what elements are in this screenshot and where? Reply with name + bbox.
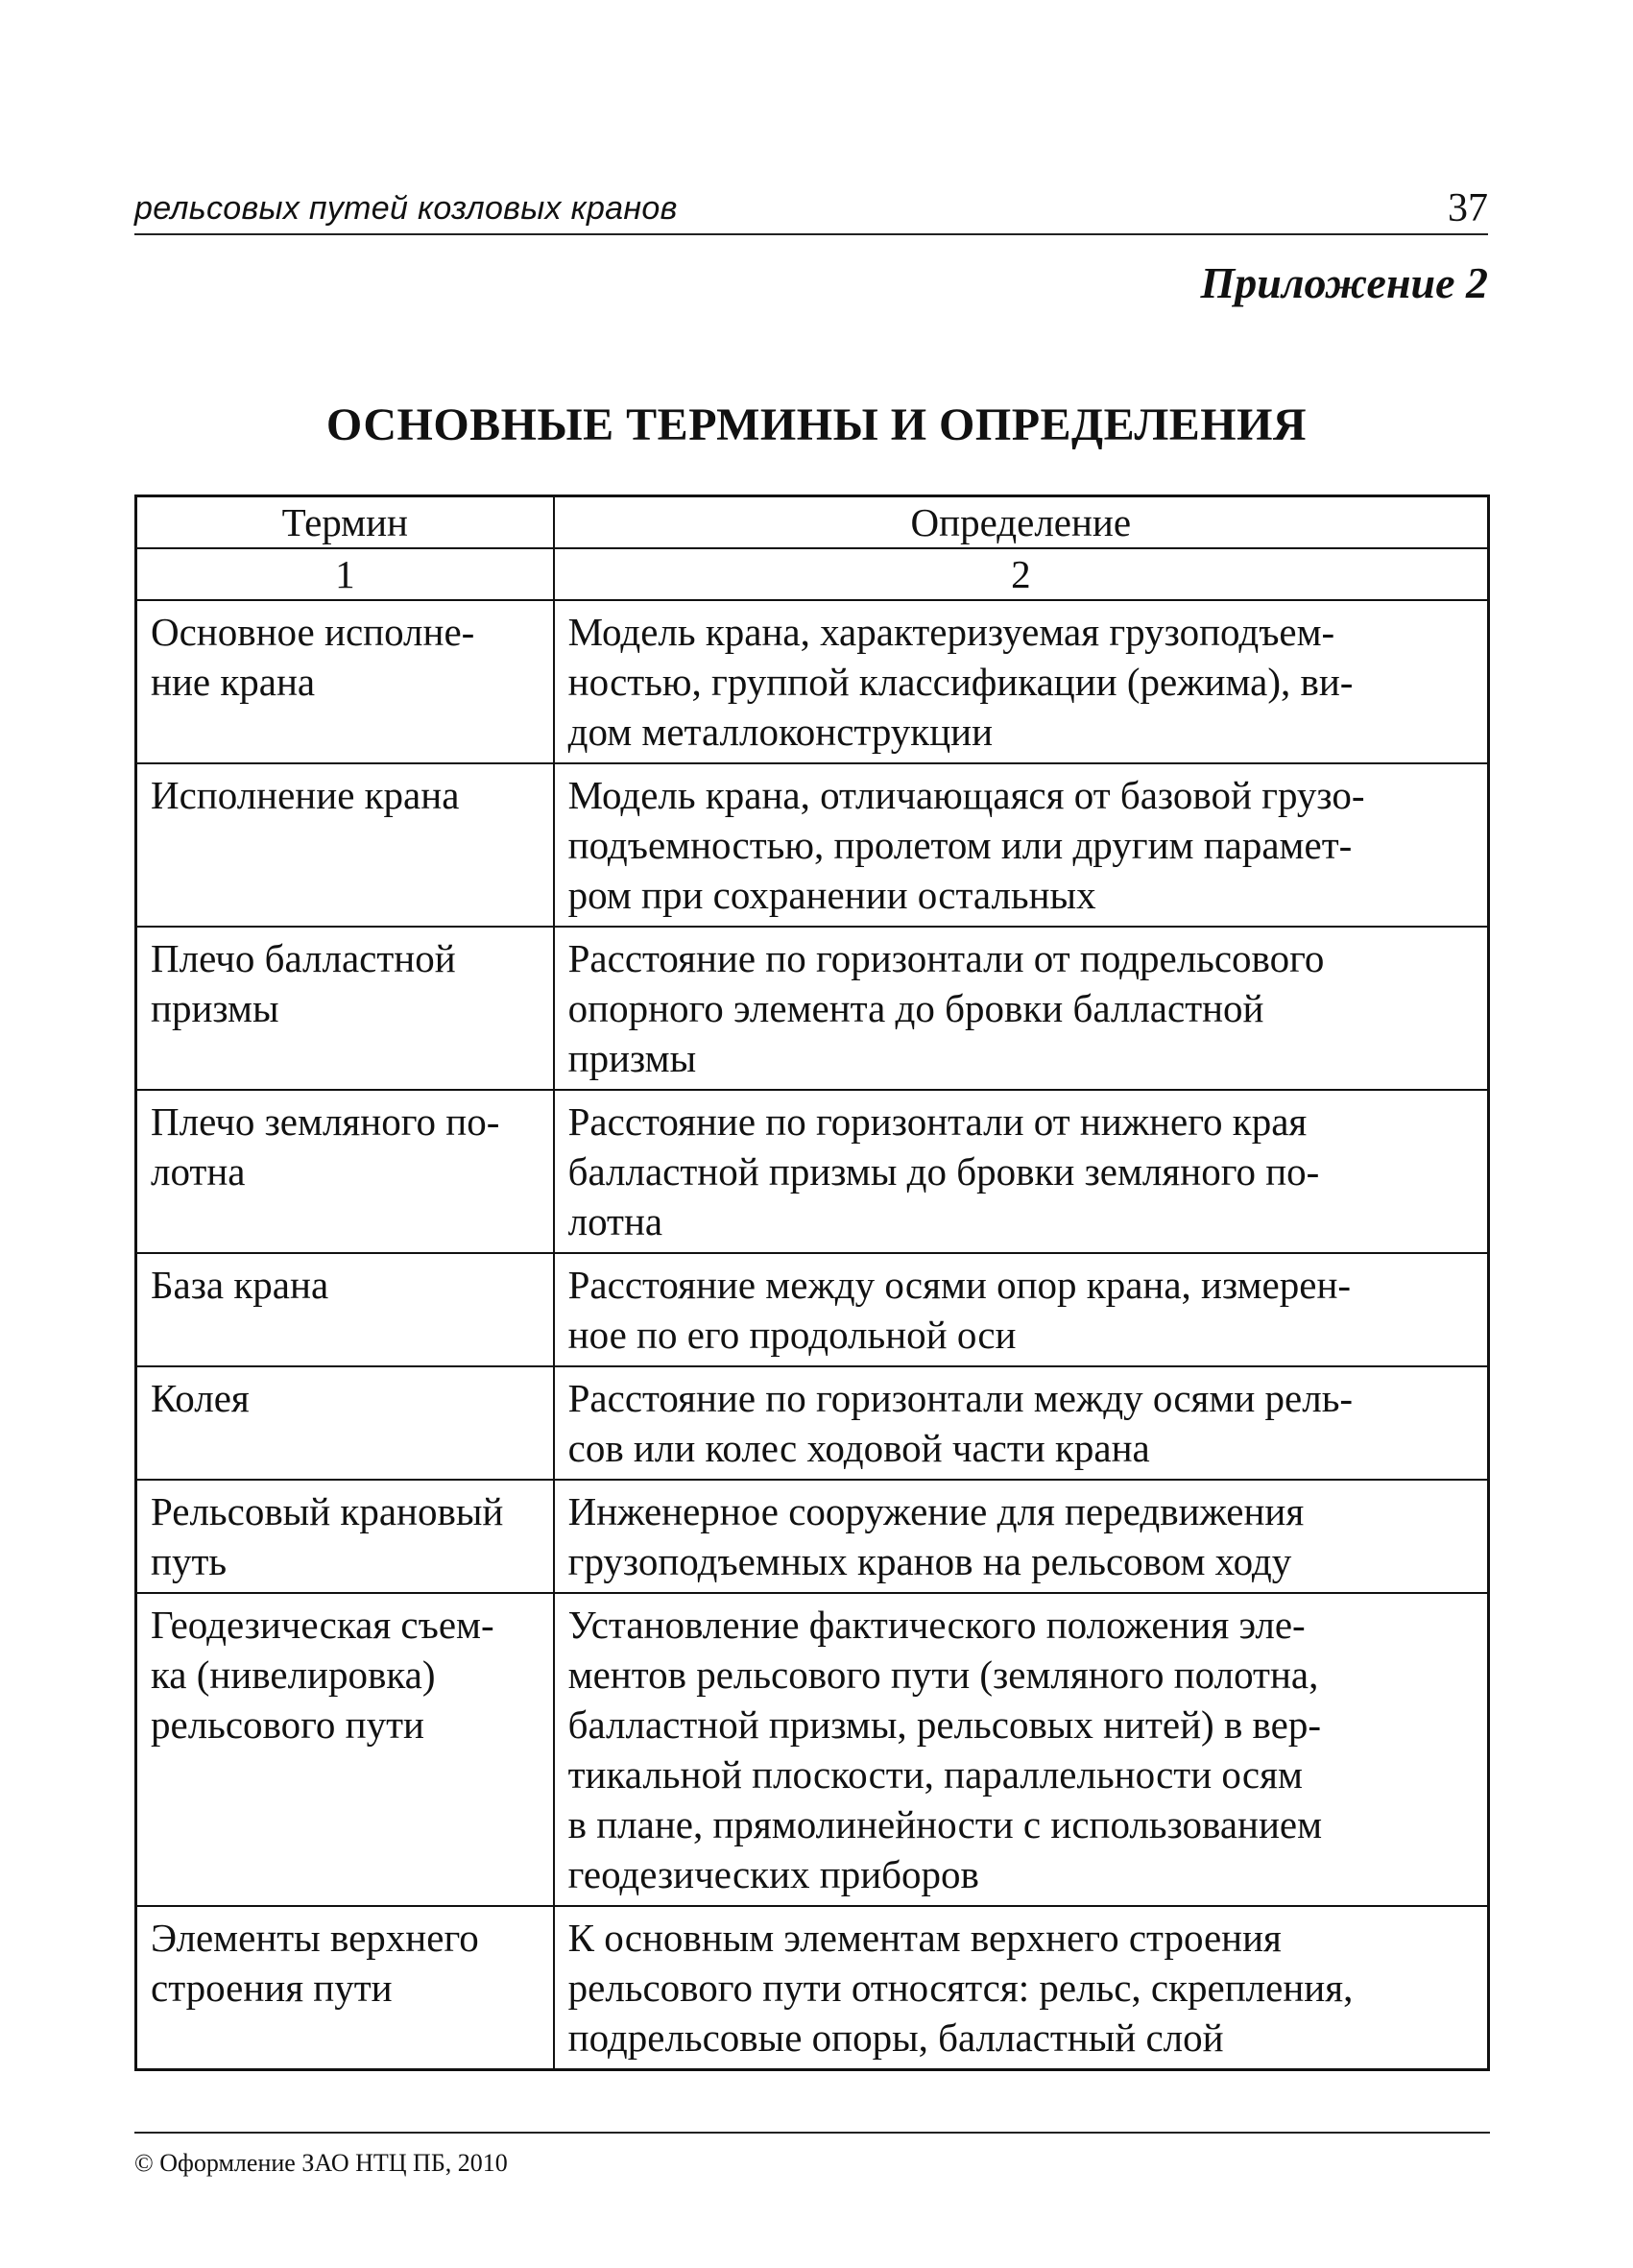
definition-line: Установление фактического положения эле- xyxy=(567,1603,1306,1647)
definition-cell xyxy=(554,1906,1489,2070)
definition-cell xyxy=(554,927,1489,1090)
term-cell xyxy=(136,1480,554,1593)
term-cell xyxy=(136,600,554,763)
term-line: Плечо земляного по- xyxy=(151,1099,500,1144)
term-line: призмы xyxy=(151,986,279,1030)
definition-line: подрельсовые опоры, балластный слой xyxy=(567,2015,1224,2060)
term-line: Исполнение крана xyxy=(151,773,460,817)
table-row xyxy=(136,1253,1489,1366)
table-row xyxy=(136,1090,1489,1253)
term-line: Колея xyxy=(151,1376,250,1420)
page-number: 37 xyxy=(1448,186,1488,230)
definition-line: рельсового пути относятся: рельс, скрепления, xyxy=(567,1966,1354,2010)
footer xyxy=(134,2132,1490,2177)
definition-cell xyxy=(554,1090,1489,1253)
term-line: лотна xyxy=(151,1149,246,1194)
column-header-term: Термин xyxy=(136,496,554,549)
term-line: ние крана xyxy=(151,660,316,704)
term-line: Плечо балластной xyxy=(151,936,456,980)
definition-line: Расстояние по горизонтали от подрельсового xyxy=(567,936,1325,980)
term-cell xyxy=(136,763,554,927)
definition-line: балластной призмы до бровки земляного по- xyxy=(567,1149,1320,1194)
term-line: ка (нивелировка) xyxy=(151,1653,436,1697)
definition-line: лотна xyxy=(567,1199,663,1243)
table-row xyxy=(136,763,1489,927)
definition-line: геодезических приборов xyxy=(567,1852,979,1896)
column-number-2: 2 xyxy=(554,548,1489,600)
table-row xyxy=(136,1906,1489,2070)
page-title: ОСНОВНЫЕ ТЕРМИНЫ И ОПРЕДЕЛЕНИЯ xyxy=(325,399,1308,450)
running-title: рельсовых путей козловых кранов xyxy=(134,190,678,227)
term-cell xyxy=(136,1253,554,1366)
definition-line: тикальной плоскости, параллельности осям xyxy=(567,1752,1303,1797)
column-number-1: 1 xyxy=(136,548,554,600)
table-row xyxy=(136,927,1489,1090)
definition-cell xyxy=(554,1593,1489,1906)
term-line: База крана xyxy=(151,1263,329,1307)
table-row xyxy=(136,1593,1489,1906)
appendix-label: Приложение 2 xyxy=(1200,258,1488,307)
definition-line: подъемностью, пролетом или другим парамет- xyxy=(567,823,1353,867)
definition-line: ное по его продольной оси xyxy=(567,1313,1017,1357)
definition-line: дом металлоконструкции xyxy=(567,710,994,754)
definition-line: Инженерное сооружение для передвижения xyxy=(567,1489,1305,1533)
term-cell xyxy=(136,1366,554,1480)
definition-line: Модель крана, характеризуемая грузоподъем- xyxy=(567,610,1335,654)
definition-line: призмы xyxy=(567,1036,697,1080)
table-row xyxy=(136,600,1489,763)
definition-line: опорного элемента до бровки балластной xyxy=(567,986,1264,1030)
definition-cell xyxy=(554,763,1489,927)
term-cell xyxy=(136,1593,554,1906)
running-header xyxy=(134,178,1488,235)
copyright-text: © Оформление ЗАО НТЦ ПБ, 2010 xyxy=(134,2149,508,2177)
definition-line: ром при сохранении остальных xyxy=(567,873,1096,917)
column-header-definition: Определение xyxy=(554,496,1489,549)
term-cell xyxy=(136,927,554,1090)
definition-line: К основным элементам верхнего строения xyxy=(567,1916,1282,1960)
definition-cell xyxy=(554,1480,1489,1593)
definition-line: Расстояние между осями опор крана, измерен- xyxy=(567,1263,1352,1307)
term-line: строения пути xyxy=(151,1966,393,2010)
definition-line: сов или колес ходовой части крана xyxy=(567,1426,1150,1470)
term-line: Геодезическая съем- xyxy=(151,1603,494,1647)
table-header-row xyxy=(136,496,1489,549)
table-row xyxy=(136,1366,1489,1480)
term-line: Элементы верхнего xyxy=(151,1916,479,1960)
definition-line: грузоподъемных кранов на рельсовом ходу xyxy=(567,1539,1292,1583)
definition-line: Расстояние по горизонтали между осями рель- xyxy=(567,1376,1354,1420)
term-cell xyxy=(136,1906,554,2070)
term-cell xyxy=(136,1090,554,1253)
column-number-row xyxy=(136,548,1489,600)
definition-cell xyxy=(554,1366,1489,1480)
definition-line: в плане, прямолинейности с использованием xyxy=(567,1802,1323,1846)
definition-line: Модель крана, отличающаяся от базовой грузо- xyxy=(567,773,1365,817)
term-line: Рельсовый крановый xyxy=(151,1489,504,1533)
definition-cell xyxy=(554,600,1489,763)
definition-line: ментов рельсового пути (земляного полотна, xyxy=(567,1653,1319,1697)
definition-line: Расстояние по горизонтали от нижнего края xyxy=(567,1099,1308,1144)
terms-table-body xyxy=(136,600,1489,2070)
terms-table xyxy=(134,495,1490,2071)
definition-line: балластной призмы, рельсовых нитей) в вер- xyxy=(567,1702,1322,1747)
term-line: рельсового пути xyxy=(151,1702,424,1747)
definition-line: ностью, группой классификации (режима), ви- xyxy=(567,660,1354,704)
term-line: Основное исполне- xyxy=(151,610,475,654)
definition-cell xyxy=(554,1253,1489,1366)
term-line: путь xyxy=(151,1539,228,1583)
table-row xyxy=(136,1480,1489,1593)
